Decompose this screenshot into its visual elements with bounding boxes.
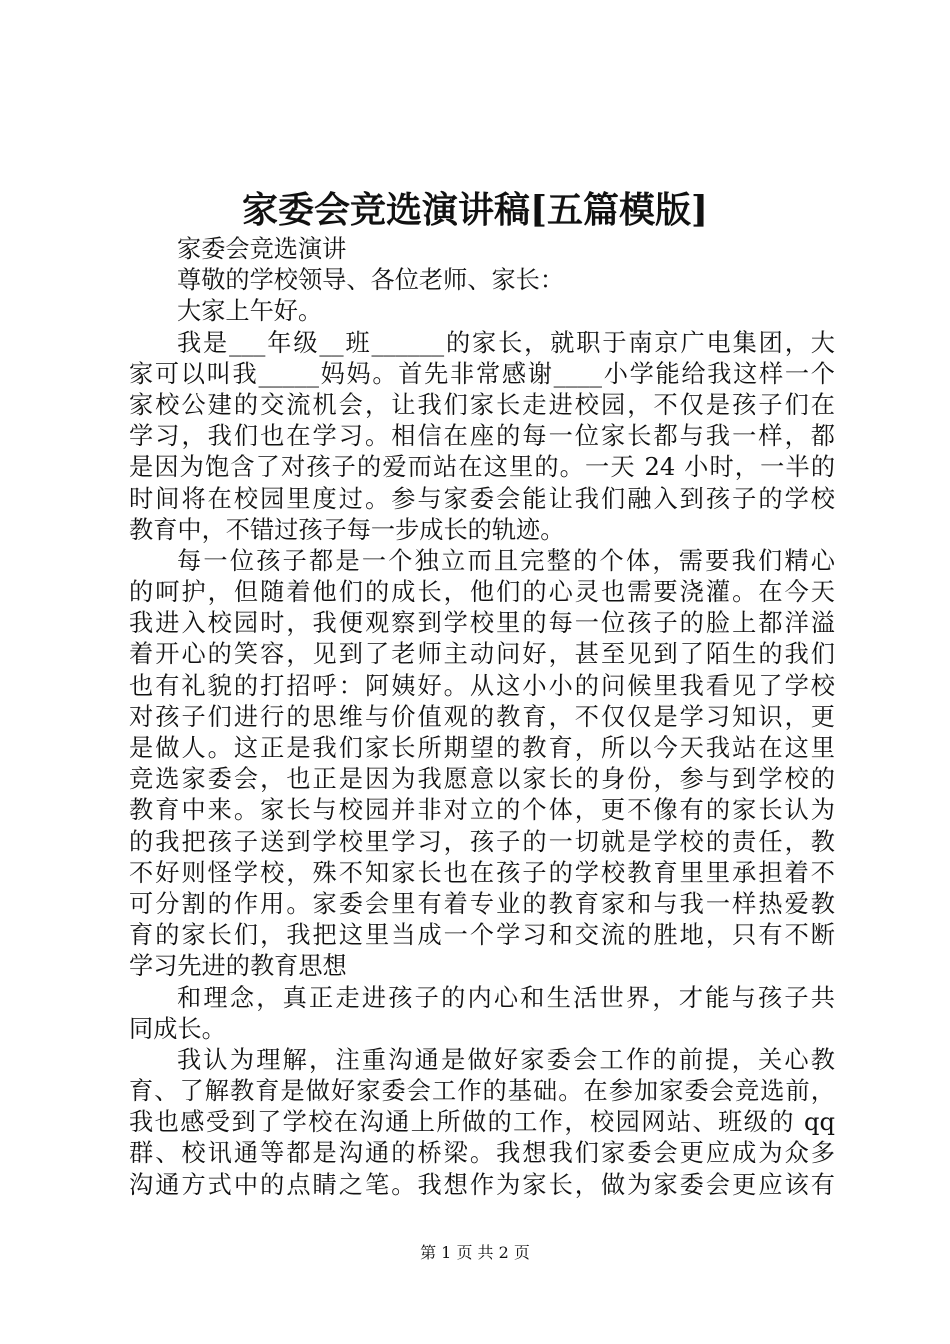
text-line: 不好则怪学校，殊不知家长也在孩子的学校教育里里承担着不: [129, 858, 835, 887]
text-line: 对孩子们进行的思维与价值观的教育，不仅仅是学习知识，更: [129, 702, 835, 731]
text-line: 是做人。这正是我们家长所期望的教育，所以今天我站在这里: [129, 734, 835, 762]
text-line: 育的家长们，我把这里当成一个学习和交流的胜地，只有不断: [129, 921, 835, 950]
text-line: 竞选家委会，也正是因为我愿意以家长的身份，参与到学校的: [129, 765, 835, 794]
text-line: 群、校讯通等都是沟通的桥梁。我想我们家委会更应成为众多: [129, 1139, 835, 1168]
text-line: 家委会竞选演讲: [177, 235, 347, 263]
text-line: 每一位孩子都是一个独立而且完整的个体，需要我们精心: [177, 546, 835, 575]
text-line: 尊敬的学校领导、各位老师、家长：: [177, 266, 565, 295]
page-number-label: 第 1 页 共 2 页: [420, 1243, 530, 1262]
text-line: 育、了解教育是做好家委会工作的基础。在参加家委会竞选前，: [129, 1077, 835, 1106]
text-line: 时间将在校园里度过。参与家委会能让我们融入到孩子的学校: [129, 484, 835, 513]
text-line: 教育中，不错过孩子每一步成长的轨迹。: [129, 515, 565, 544]
document-body: [129, 234, 835, 1201]
page-footer: [0, 1241, 950, 1265]
text-line: 也有礼貌的打招呼：阿姨好。从这小小的问候里我看见了学校: [129, 671, 835, 700]
text-line: 我也感受到了学校在沟通上所做的工作，校园网站、班级的 qq: [129, 1108, 835, 1137]
text-line: 同成长。: [129, 1014, 226, 1043]
text-line: 沟通方式中的点睛之笔。我想作为家长，做为家委会更应该有: [129, 1170, 835, 1199]
text-line: 学习，我们也在学习。相信在座的每一位家长都与我一样，都: [129, 422, 835, 451]
text-line: 可分割的作用。家委会里有着专业的教育家和与我一样热爱教: [129, 889, 835, 918]
text-line: 是因为饱含了对孩子的爱而站在这里的。一天 24 小时，一半的: [129, 453, 835, 482]
text-line: 家可以叫我_____妈妈。首先非常感谢____小学能给我这样一个: [129, 359, 835, 388]
text-line: 着开心的笑容，见到了老师主动问好，甚至见到了陌生的我们: [129, 640, 835, 669]
text-line: 家校公建的交流机会，让我们家长走进校园，不仅是孩子们在: [129, 390, 835, 419]
text-line: 学习先进的教育思想: [129, 952, 347, 981]
text-line: 的呵护，但随着他们的成长，他们的心灵也需要浇灌。在今天: [129, 578, 835, 607]
text-line: 的我把孩子送到学校里学习，孩子的一切就是学校的责任，教: [129, 827, 835, 856]
text-line: 我认为理解，注重沟通是做好家委会工作的前提，关心教: [177, 1045, 835, 1074]
document-title: 家委会竞选演讲稿[五篇模版]: [241, 189, 709, 231]
text-line: 大家上午好。: [177, 297, 323, 326]
text-line: 我是___年级__班______的家长，就职于南京广电集团，大: [177, 328, 835, 357]
text-line: 和理念，真正走进孩子的内心和生活世界，才能与孩子共: [177, 983, 835, 1012]
text-line: 教育中来。家长与校园并非对立的个体，更不像有的家长认为: [129, 796, 835, 825]
text-line: 我进入校园时，我便观察到学校里的每一位孩子的脸上都洋溢: [129, 609, 835, 638]
